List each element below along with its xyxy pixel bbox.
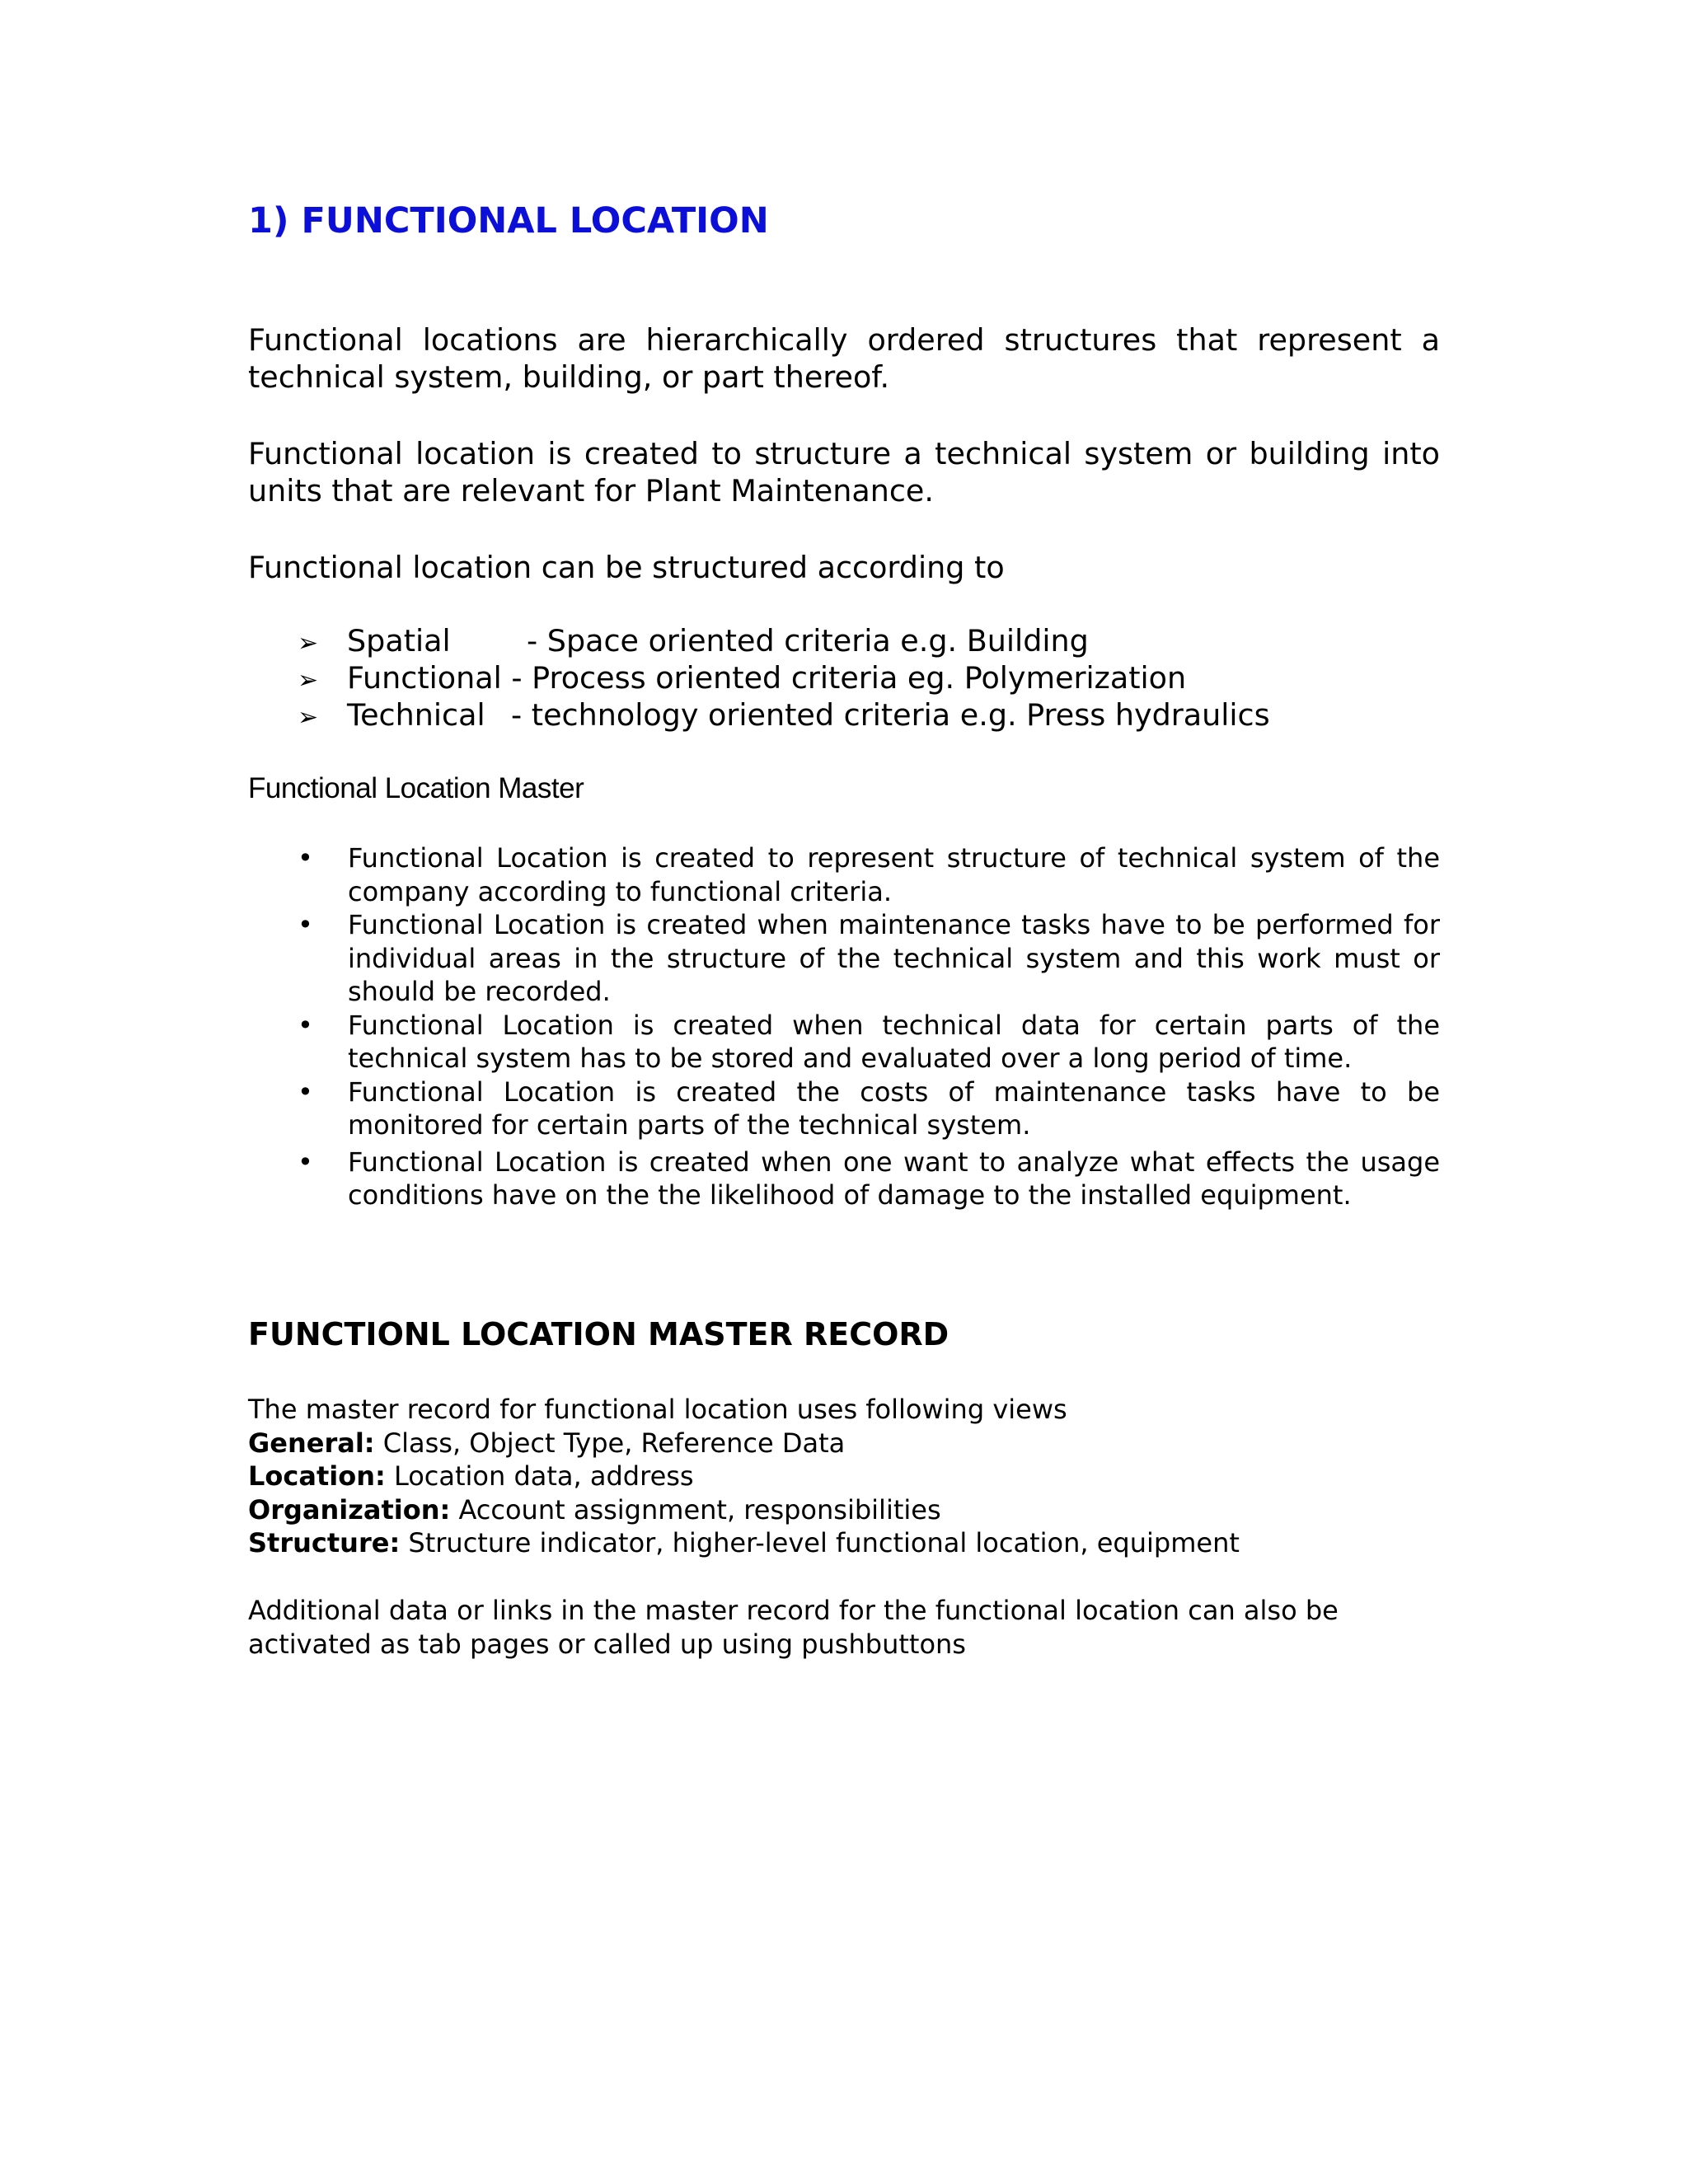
criteria-term: Technical [347,697,485,733]
round-bullet-icon: • [298,842,313,874]
criteria-description: - Space oriented criteria e.g. Building [527,623,1089,658]
record-intro: The master record for functional location uses following views [248,1394,1067,1425]
page-title: 1) FUNCTIONAL LOCATION [248,200,769,241]
structure-criteria-list [298,622,1270,733]
intro-paragraph-structuring: Functional location can be structured according to [248,550,1005,585]
list-item-text: Functional Location is created when technical data for certain parts of the technical system has to be stored and evaluated over a long period of time. [348,1009,1440,1074]
view-structure [248,1526,1240,1560]
round-bullet-icon: • [298,1076,313,1108]
closing-line: Additional data or links in the master record for the functional location can also be [248,1595,1339,1626]
view-organization [248,1493,1240,1527]
master-subtitle: Functional Location Master [248,772,584,804]
intro-paragraph-definition: Functional locations are hierarchically ordered structures that represent a technical system, building, or part thereof. [248,322,1440,395]
list-item-functional [298,659,1270,696]
view-label: General: [248,1427,375,1459]
list-item [248,908,1440,1009]
list-item [248,1009,1440,1076]
round-bullet-icon: • [298,909,313,940]
list-item-text: Functional Location is created the costs of maintenance tasks have to be monitored for certain parts of the technical system. [348,1076,1440,1141]
list-item [248,1076,1440,1142]
record-heading: FUNCTIONL LOCATION MASTER RECORD [248,1316,950,1352]
closing-paragraph [248,1594,1339,1661]
view-location [248,1460,1240,1493]
closing-line: activated as tab pages or called up using pushbuttons [248,1628,966,1660]
arrowhead-bullet-icon: ➢ [298,629,319,658]
list-item [248,841,1440,908]
criteria-term: Spatial [347,623,451,658]
view-label: Location: [248,1460,386,1492]
list-item-technical [298,696,1270,733]
list-item-text: Functional Location is created when maintenance tasks have to be performed for individual areas in the structure of the technical system and this work must or should be recorded. [348,909,1440,1007]
view-label: Structure: [248,1527,401,1558]
criteria-description: - Process oriented criteria eg. Polymerization [511,660,1187,696]
list-item-text: Functional Location is created when one want to analyze what effects the usage conditions have on the the likelihood of damage to the installed equipment. [348,1146,1440,1211]
view-value: Location data, address [393,1460,694,1492]
view-general [248,1427,1240,1460]
round-bullet-icon: • [298,1146,313,1178]
view-value: Class, Object Type, Reference Data [382,1427,846,1459]
criteria-description: - technology oriented criteria e.g. Press hydraulics [511,697,1270,733]
view-value: Account assignment, responsibilities [458,1493,941,1526]
list-item-spatial [298,622,1270,659]
list-item-text: Functional Location is created to represent structure of technical system of the company according to functional criteria. [348,842,1440,907]
list-item [248,1146,1440,1212]
intro-paragraph-purpose: Functional location is created to structure a technical system or building into units that are relevant for Plant Maintenance. [248,436,1440,509]
master-points-list [248,841,1440,1212]
view-value: Structure indicator, higher-level functional location, equipment [408,1527,1240,1558]
criteria-term: Functional [347,660,502,696]
arrowhead-bullet-icon: ➢ [298,666,319,695]
record-views-list [248,1393,1240,1560]
view-label: Organization: [248,1493,451,1526]
arrowhead-bullet-icon: ➢ [298,703,319,732]
round-bullet-icon: • [298,1009,313,1041]
